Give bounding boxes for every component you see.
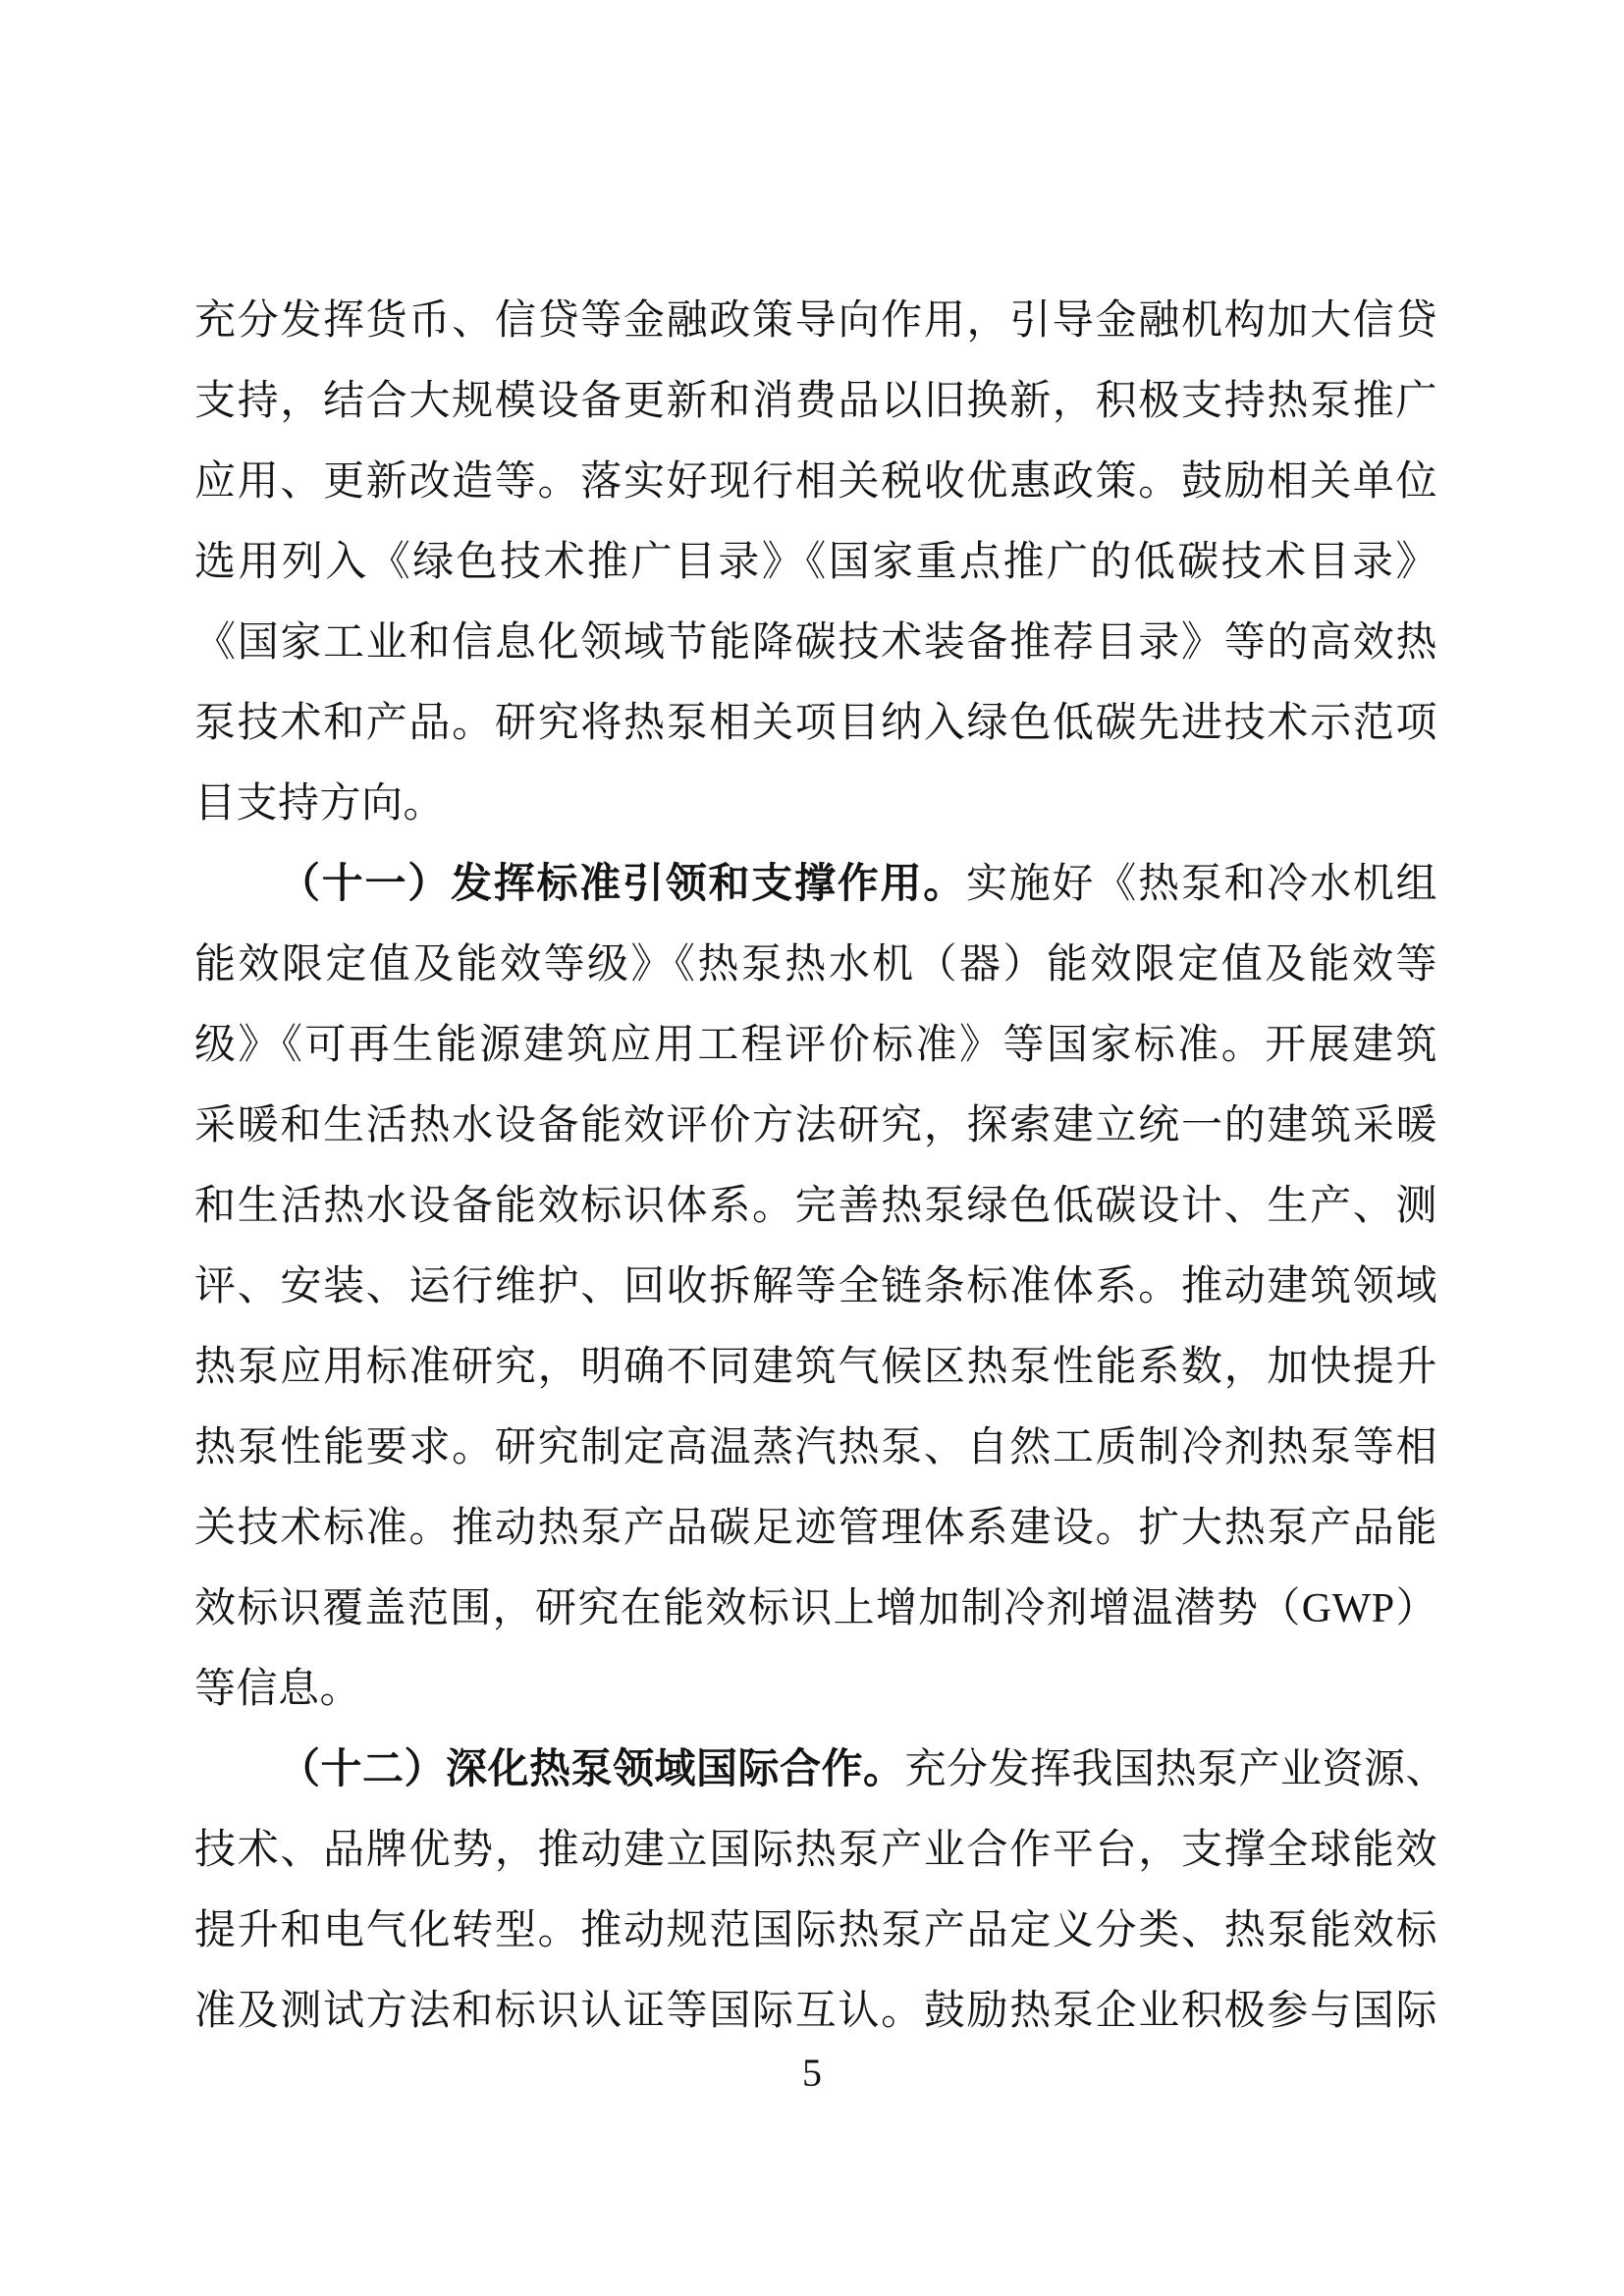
text-line [194,1569,1437,1649]
text-line [194,844,1437,925]
text-line [194,281,1437,361]
text-segment: 目支持方向。 [194,781,446,827]
text-segment: 能效限定值及能效等级》《热泵热水机（器）能效限定值及能效等 [194,942,1437,988]
text-line [194,1810,1437,1891]
text-line [194,603,1437,683]
text-line [194,925,1437,1005]
text-line [194,1971,1437,2052]
text-segment: 提升和电气化转型。推动规范国际热泵产品定义分类、热泵能效标 [194,1908,1437,1953]
text-segment: 和生活热水设备能效标识体系。完善热泵绿色低碳设计、生产、测 [194,1184,1437,1229]
text-line [194,764,1437,844]
text-segment: 准及测试方法和标识认证等国际互认。鼓励热泵企业积极参与国际 [194,1989,1437,2034]
text-segment: 应用、更新改造等。落实好现行相关税收优惠政策。鼓励相关单位 [194,459,1437,505]
text-segment: 支持，结合大规模设备更新和消费品以旧换新，积极支持热泵推广 [194,379,1437,424]
text-segment: 等信息。 [194,1667,362,1712]
text-line [194,1891,1437,1971]
section-heading: （十一）发挥标准引领和支撑作用。 [279,862,966,907]
text-segment: 充分发挥我国热泵产业资源、 [904,1747,1448,1792]
text-segment: 选用列入《绿色技术推广目录》《国家重点推广的低碳技术目录》 [194,540,1437,585]
text-line [194,1730,1448,1810]
text-segment: 技术、品牌优势，推动建立国际热泵产业合作平台，支撑全球能效 [194,1828,1437,1873]
text-segment: 关技术标准。推动热泵产品碳足迹管理体系建设。扩大热泵产品能 [194,1506,1437,1551]
text-line [194,1649,1437,1730]
text-segment: 级》《可再生能源建筑应用工程评价标准》等国家标准。开展建筑 [194,1023,1437,1068]
text-line [194,1166,1437,1247]
text-segment: 泵技术和产品。研究将热泵相关项目纳入绿色低碳先进技术示范项 [194,701,1437,746]
page-number: 5 [802,2051,822,2095]
text-line [194,1247,1437,1327]
text-line [194,1408,1437,1488]
text-segment: 效标识覆盖范围，研究在能效标识上增加制冷剂增温潜势（GWP） [194,1586,1437,1631]
text-line [194,1086,1437,1166]
text-line [194,1488,1437,1569]
text-segment: 《国家工业和信息化领域节能降碳技术装备推荐目录》等的高效热 [194,620,1437,666]
text-line [194,1005,1437,1086]
text-segment: 热泵性能要求。研究制定高温蒸汽热泵、自然工质制冷剂热泵等相 [194,1425,1437,1470]
text-segment: 实施好《热泵和冷水机组 [965,862,1437,907]
text-line [194,442,1437,522]
text-line [194,361,1437,442]
section-heading: （十二）深化热泵领域国际合作。 [279,1747,905,1792]
text-segment: 充分发挥货币、信贷等金融政策导向作用，引导金融机构加大信贷 [194,298,1437,344]
text-line [194,1327,1437,1408]
text-line [194,683,1437,764]
text-segment: 采暖和生活热水设备能效评价方法研究，探索建立统一的建筑采暖 [194,1103,1437,1148]
text-segment: 评、安装、运行维护、回收拆解等全链条标准体系。推动建筑领域 [194,1264,1437,1309]
text-line [194,522,1437,603]
text-block [194,281,1448,2052]
text-segment: 热泵应用标准研究，明确不同建筑气候区热泵性能系数，加快提升 [194,1345,1437,1390]
